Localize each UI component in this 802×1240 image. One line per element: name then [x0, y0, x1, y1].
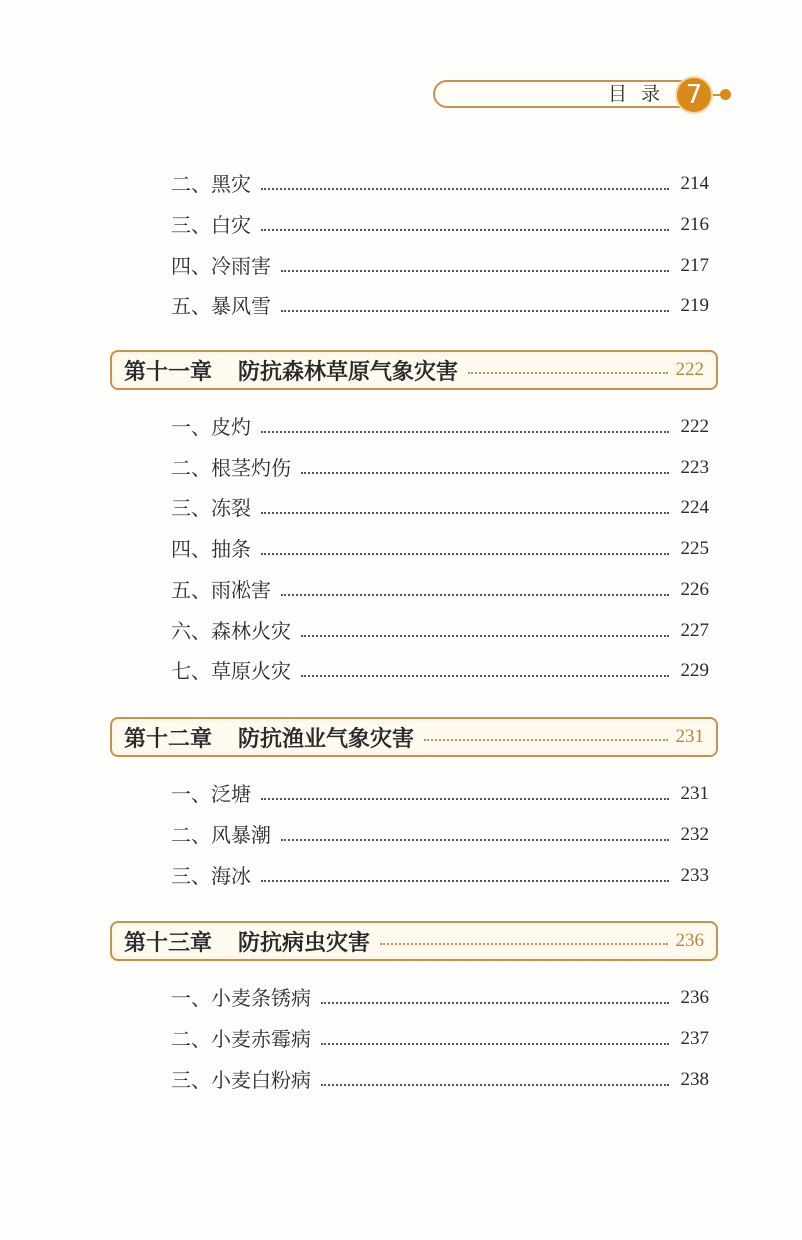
entry-page: 233 — [680, 865, 709, 886]
toc-entry[interactable] — [171, 778, 709, 808]
header-title: 目录 — [608, 83, 675, 105]
entry-page: 222 — [680, 416, 709, 437]
leader-dots — [468, 372, 667, 374]
leader-dots — [301, 675, 669, 677]
entry-title: 四、冷雨害 — [171, 254, 271, 278]
chapter-number: 第十三章 — [124, 930, 213, 956]
leader-dots — [261, 880, 669, 882]
entry-page: 231 — [680, 783, 709, 804]
entry-page: 227 — [680, 620, 709, 641]
toc-entry[interactable] — [171, 533, 709, 563]
entry-title: 七、草原火灾 — [171, 659, 291, 683]
leader-dots — [261, 188, 669, 190]
entry-title: 三、小麦白粉病 — [171, 1068, 311, 1092]
toc-entry[interactable] — [171, 574, 709, 604]
entry-title: 四、抽条 — [171, 537, 251, 561]
entry-title: 一、小麦条锈病 — [171, 986, 311, 1010]
toc-entry[interactable] — [171, 168, 709, 198]
entry-title: 三、海冰 — [171, 864, 251, 888]
leader-dots — [380, 943, 667, 945]
toc-entry[interactable] — [171, 1064, 709, 1094]
leader-dots — [261, 512, 669, 514]
toc-entry[interactable] — [171, 492, 709, 522]
entry-title: 一、泛塘 — [171, 782, 251, 806]
entry-page: 217 — [680, 255, 709, 276]
chapter-page: 231 — [675, 726, 704, 747]
chapter-heading-13[interactable] — [110, 921, 718, 961]
toc-entry[interactable] — [171, 819, 709, 849]
entry-title: 一、皮灼 — [171, 415, 251, 439]
chapter-heading-11[interactable] — [110, 350, 718, 390]
entry-page: 229 — [680, 660, 709, 681]
entry-page: 236 — [680, 987, 709, 1008]
leader-dots — [281, 310, 669, 312]
chapter-page: 236 — [675, 930, 704, 951]
leader-dots — [301, 635, 669, 637]
entry-title: 五、雨凇害 — [171, 578, 271, 602]
entry-page: 226 — [680, 579, 709, 600]
leader-dots — [424, 739, 667, 741]
entry-page: 232 — [680, 824, 709, 845]
entry-title: 二、小麦赤霉病 — [171, 1027, 311, 1051]
leader-dots — [261, 229, 669, 231]
toc-entry[interactable] — [171, 290, 709, 320]
entry-page: 225 — [680, 538, 709, 559]
entry-title: 二、风暴潮 — [171, 823, 271, 847]
entry-page: 223 — [680, 457, 709, 478]
toc-entry[interactable] — [171, 452, 709, 482]
leader-dots — [281, 270, 669, 272]
entry-page: 224 — [680, 497, 709, 518]
entry-page: 214 — [680, 173, 709, 194]
leader-dots — [281, 839, 669, 841]
leader-dots — [321, 1043, 669, 1045]
chapter-page: 222 — [675, 359, 704, 380]
entry-title: 二、黑灾 — [171, 172, 251, 196]
chapter-number: 第十一章 — [124, 359, 213, 385]
toc-entry[interactable] — [171, 615, 709, 645]
toc-entry[interactable] — [171, 1023, 709, 1053]
entry-title: 二、根茎灼伤 — [171, 456, 291, 480]
chapter-title: 防抗病虫灾害 — [238, 930, 371, 956]
entry-title: 三、冻裂 — [171, 496, 251, 520]
toc-entry[interactable] — [171, 860, 709, 890]
leader-dots — [301, 472, 669, 474]
header-dot-ornament — [720, 89, 731, 100]
chapter-heading-12[interactable] — [110, 717, 718, 757]
toc-entry[interactable] — [171, 411, 709, 441]
leader-dots — [321, 1084, 669, 1086]
leader-dots — [261, 798, 669, 800]
entry-title: 五、暴风雪 — [171, 294, 271, 318]
entry-page: 237 — [680, 1028, 709, 1049]
page-number-badge: 7 — [675, 76, 713, 114]
chapter-number: 第十二章 — [124, 726, 213, 752]
leader-dots — [261, 553, 669, 555]
chapter-title: 防抗渔业气象灾害 — [238, 726, 415, 752]
entry-page: 219 — [680, 295, 709, 316]
entry-title: 三、白灾 — [171, 213, 251, 237]
leader-dots — [261, 431, 669, 433]
leader-dots — [321, 1002, 669, 1004]
toc-entry[interactable] — [171, 209, 709, 239]
entry-page: 238 — [680, 1069, 709, 1090]
chapter-title: 防抗森林草原气象灾害 — [238, 359, 459, 385]
entry-title: 六、森林火灾 — [171, 619, 291, 643]
toc-entry[interactable] — [171, 250, 709, 280]
leader-dots — [281, 594, 669, 596]
toc-entry[interactable] — [171, 982, 709, 1012]
toc-entry[interactable] — [171, 655, 709, 685]
entry-page: 216 — [680, 214, 709, 235]
